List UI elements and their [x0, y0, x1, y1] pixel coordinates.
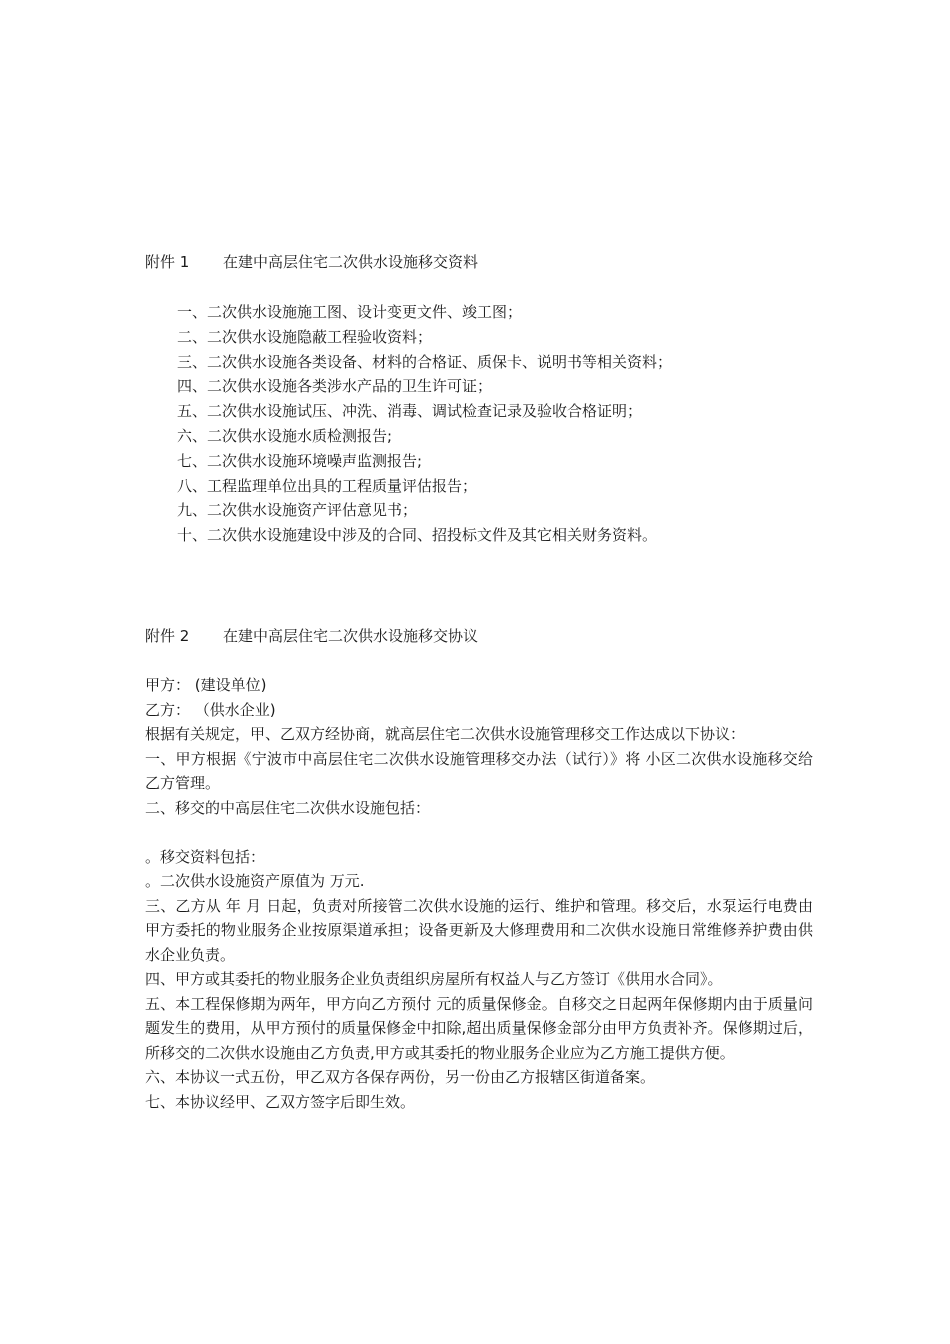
agreement-paragraph: 七、本协议经甲、乙双方签字后即生效。: [145, 1092, 416, 1111]
list-item: 二、二次供水设施隐蔽工程验收资料；: [177, 327, 433, 346]
attachment1-title: 在建中高层住宅二次供水设施移交资料: [223, 253, 479, 271]
agreement-paragraph: 。移交资料包括：: [145, 847, 266, 866]
party-b: 乙方： （供水企业): [145, 700, 276, 719]
agreement-body: [145, 673, 813, 1114]
agreement-paragraph: 四、甲方或其委托的物业服务企业负责组织房屋所有权益人与乙方签订《供用水合同》。: [145, 970, 723, 988]
list-item: 六、二次供水设施水质检测报告;: [177, 426, 393, 445]
agreement-paragraph: 二、移交的中高层住宅二次供水设施包括：: [145, 798, 431, 817]
list-item: 三、二次供水设施各类设备、材料的合格证、质保卡、说明书等相关资料；: [177, 352, 673, 371]
list-item: 七、二次供水设施环境噪声监测报告;: [177, 451, 423, 470]
agreement-paragraph: 根据有关规定，甲、乙双方经协商，就高层住宅二次供水设施管理移交工作达成以下协议：: [145, 725, 746, 743]
list-item: 一、二次供水设施施工图、设计变更文件、竣工图；: [177, 303, 523, 321]
party-a: 甲方： (建设单位): [145, 676, 267, 694]
attachment2-label: 附件 2: [145, 627, 190, 645]
attachment1-list: [177, 300, 672, 548]
attachment1-heading: [145, 251, 478, 272]
agreement-paragraph: 五、本工程保修期为两年，甲方向乙方预付 元的质量保修金。自移交之日起两年保修期内由于质量问题发生的费用，从甲方预付的质量保修金中扣除,超出质量保修金部分由甲方负责补齐。保修期过后，所移交的二次供水设施由乙方负责,甲方或其委托的物业服务企业应为乙方施工提供方便。: [145, 994, 813, 1062]
attachment2-title: 在建中高层住宅二次供水设施移交协议: [223, 627, 479, 645]
attachment1-label: 附件 1: [145, 253, 190, 271]
agreement-paragraph: 六、本协议一式五份，甲乙双方各保存两份，另一份由乙方报辖区街道备案。: [145, 1068, 656, 1086]
blank-line: [145, 820, 813, 845]
list-item: 十、二次供水设施建设中涉及的合同、招投标文件及其它相关财务资料。: [177, 526, 658, 545]
list-item: 五、二次供水设施试压、冲洗、消毒、调试检查记录及验收合格证明；: [177, 402, 643, 421]
agreement-paragraph: 一、甲方根据《宁波市中高层住宅二次供水设施管理移交办法（试行）》将 小区二次供水设施移交给乙方管理。: [145, 749, 813, 792]
list-item: 八、工程监理单位出具的工程质量评估报告；: [177, 476, 478, 495]
list-item: 九、二次供水设施资产评估意见书；: [177, 501, 418, 520]
list-item: 四、二次供水设施各类涉水产品的卫生许可证；: [177, 377, 493, 396]
agreement-paragraph: 。二次供水设施资产原值为 万元.: [145, 872, 365, 890]
attachment2-heading: [145, 625, 478, 646]
agreement-paragraph: 三、乙方从 年 月 日起，负责对所接管二次供水设施的运行、维护和管理。移交后，水泵运行电费由甲方委托的物业服务企业按原渠道承担；设备更新及大修理费用和二次供水设施日常维修养护费由供水企业负责。: [145, 896, 813, 964]
